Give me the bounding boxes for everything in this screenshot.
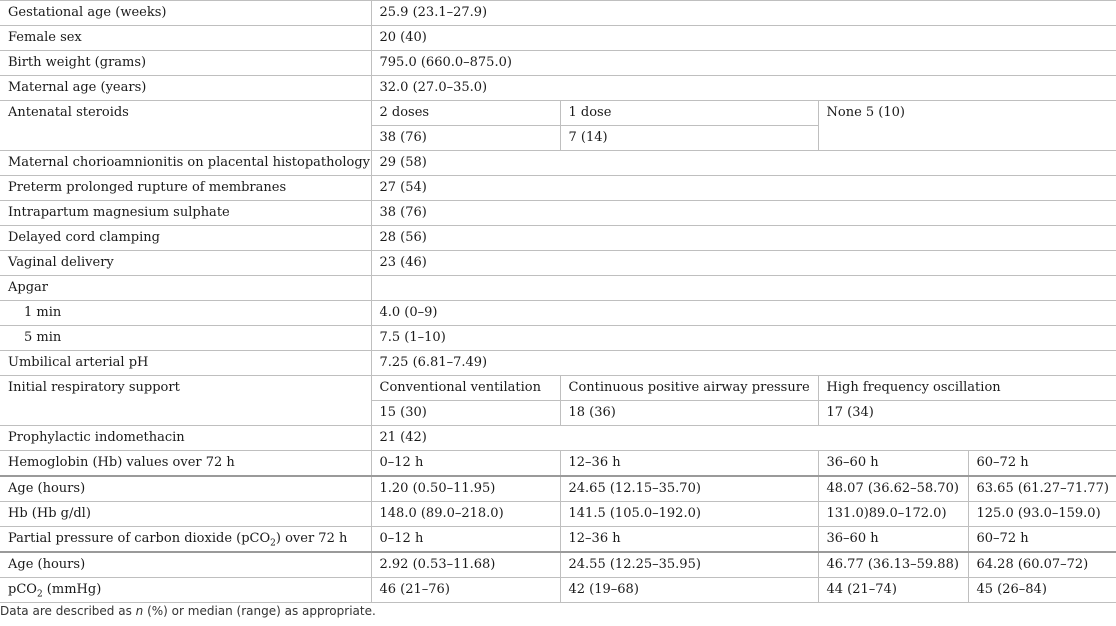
row-label: Preterm prolonged rupture of membranes xyxy=(0,176,371,201)
row-value: 29 (58) xyxy=(371,151,1116,176)
cell-value: 1.20 (0.50–11.95) xyxy=(371,476,560,502)
table-row xyxy=(0,476,1116,502)
cell-value: 2.92 (0.53–11.68) xyxy=(371,552,560,578)
row-label: Antenatal steroids xyxy=(0,101,371,151)
table-row xyxy=(0,251,1116,276)
row-label: Vaginal delivery xyxy=(0,251,371,276)
row-value: 4.0 (0–9) xyxy=(371,301,1116,326)
row-value: 38 (76) xyxy=(371,201,1116,226)
cell-value: 125.0 (93.0–159.0) xyxy=(968,502,1116,527)
row-label: Prophylactic indomethacin xyxy=(0,426,371,451)
cell-value: 38 (76) xyxy=(371,126,560,151)
table-row xyxy=(0,376,1116,401)
table-row xyxy=(0,552,1116,578)
cell-subheader: 60–72 h xyxy=(968,527,1116,553)
label-text: ) over 72 h xyxy=(275,531,348,546)
cell-value: 148.0 (89.0–218.0) xyxy=(371,502,560,527)
row-value: 25.9 (23.1–27.9) xyxy=(371,1,1116,26)
table-row xyxy=(0,201,1116,226)
cell-value: 7 (14) xyxy=(560,126,818,151)
cell-subheader: 1 dose xyxy=(560,101,818,126)
cell-value: 46 (21–76) xyxy=(371,578,560,603)
table-row xyxy=(0,426,1116,451)
cell-value: 44 (21–74) xyxy=(818,578,968,603)
cell-value: 17 (34) xyxy=(818,401,1116,426)
cell-subheader: High frequency oscillation xyxy=(818,376,1116,401)
row-value: 27 (54) xyxy=(371,176,1116,201)
subscript: 2 xyxy=(36,589,43,600)
table-row xyxy=(0,326,1116,351)
row-label xyxy=(0,527,371,553)
table-row xyxy=(0,527,1116,553)
row-value: 20 (40) xyxy=(371,26,1116,51)
label-text: (mmHg) xyxy=(42,582,102,597)
row-label: 1 min xyxy=(0,301,371,326)
footnote-text: (%) or median (range) as appropriate. xyxy=(143,604,376,618)
table-row xyxy=(0,1,1116,26)
table-row xyxy=(0,101,1116,126)
footnote-n: n xyxy=(135,604,144,618)
row-value: 7.5 (1–10) xyxy=(371,326,1116,351)
cell-subheader: 12–36 h xyxy=(560,451,818,477)
row-label: Initial respiratory support xyxy=(0,376,371,426)
cell-subheader: 2 doses xyxy=(371,101,560,126)
row-label: Age (hours) xyxy=(0,476,371,502)
cell-value: 48.07 (36.62–58.70) xyxy=(818,476,968,502)
row-label: Age (hours) xyxy=(0,552,371,578)
table-row xyxy=(0,276,1116,301)
cell-subheader: 36–60 h xyxy=(818,527,968,553)
label-text: pCO xyxy=(8,582,37,597)
cell-subheader: 36–60 h xyxy=(818,451,968,477)
row-value xyxy=(371,276,1116,301)
cell-value: 46.77 (36.13–59.88) xyxy=(818,552,968,578)
table-row xyxy=(0,301,1116,326)
row-label: Umbilical arterial pH xyxy=(0,351,371,376)
cell-value: 15 (30) xyxy=(371,401,560,426)
row-value: 795.0 (660.0–875.0) xyxy=(371,51,1116,76)
table-row xyxy=(0,26,1116,51)
row-label: Delayed cord clamping xyxy=(0,226,371,251)
table-row xyxy=(0,502,1116,527)
cell-value: 131.0)89.0–172.0) xyxy=(818,502,968,527)
cell-subheader: 12–36 h xyxy=(560,527,818,553)
cell-value: 42 (19–68) xyxy=(560,578,818,603)
cell-value: 45 (26–84) xyxy=(968,578,1116,603)
cell-subheader: Continuous positive airway pressure xyxy=(560,376,818,401)
table-footnote xyxy=(0,604,376,618)
row-label: Intrapartum magnesium sulphate xyxy=(0,201,371,226)
table-row xyxy=(0,578,1116,603)
subscript: 2 xyxy=(270,538,276,549)
cell-value: None 5 (10) xyxy=(818,101,1116,151)
table-row xyxy=(0,76,1116,101)
cell-subheader: 60–72 h xyxy=(968,451,1116,477)
table-row xyxy=(0,51,1116,76)
cell-value: 18 (36) xyxy=(560,401,818,426)
row-label: Hemoglobin (Hb) values over 72 h xyxy=(0,451,371,477)
row-label: Gestational age (weeks) xyxy=(0,1,371,26)
footnote-text: Data are described as xyxy=(0,604,136,618)
label-text: Partial pressure of carbon dioxide (pCO xyxy=(8,531,271,546)
row-label: Maternal chorioamnionitis on placental histopathology xyxy=(0,151,371,176)
table-row xyxy=(0,226,1116,251)
row-label: Maternal age (years) xyxy=(0,76,371,101)
table-row xyxy=(0,176,1116,201)
cell-value: 64.28 (60.07–72) xyxy=(968,552,1116,578)
row-value: 21 (42) xyxy=(371,426,1116,451)
cell-value: 63.65 (61.27–71.77) xyxy=(968,476,1116,502)
table-row xyxy=(0,451,1116,477)
table-row xyxy=(0,151,1116,176)
cell-subheader: 0–12 h xyxy=(371,527,560,553)
table-row xyxy=(0,351,1116,376)
row-label: Birth weight (grams) xyxy=(0,51,371,76)
row-label: Female sex xyxy=(0,26,371,51)
row-value: 23 (46) xyxy=(371,251,1116,276)
cell-value: 141.5 (105.0–192.0) xyxy=(560,502,818,527)
row-label: Apgar xyxy=(0,276,371,301)
cell-value: 24.55 (12.25–35.95) xyxy=(560,552,818,578)
row-value: 7.25 (6.81–7.49) xyxy=(371,351,1116,376)
row-value: 28 (56) xyxy=(371,226,1116,251)
cell-subheader: 0–12 h xyxy=(371,451,560,477)
row-label: Hb (Hb g/dl) xyxy=(0,502,371,527)
row-label: 5 min xyxy=(0,326,371,351)
row-value: 32.0 (27.0–35.0) xyxy=(371,76,1116,101)
cell-value: 24.65 (12.15–35.70) xyxy=(560,476,818,502)
row-label xyxy=(0,578,371,603)
cell-subheader: Conventional ventilation xyxy=(371,376,560,401)
